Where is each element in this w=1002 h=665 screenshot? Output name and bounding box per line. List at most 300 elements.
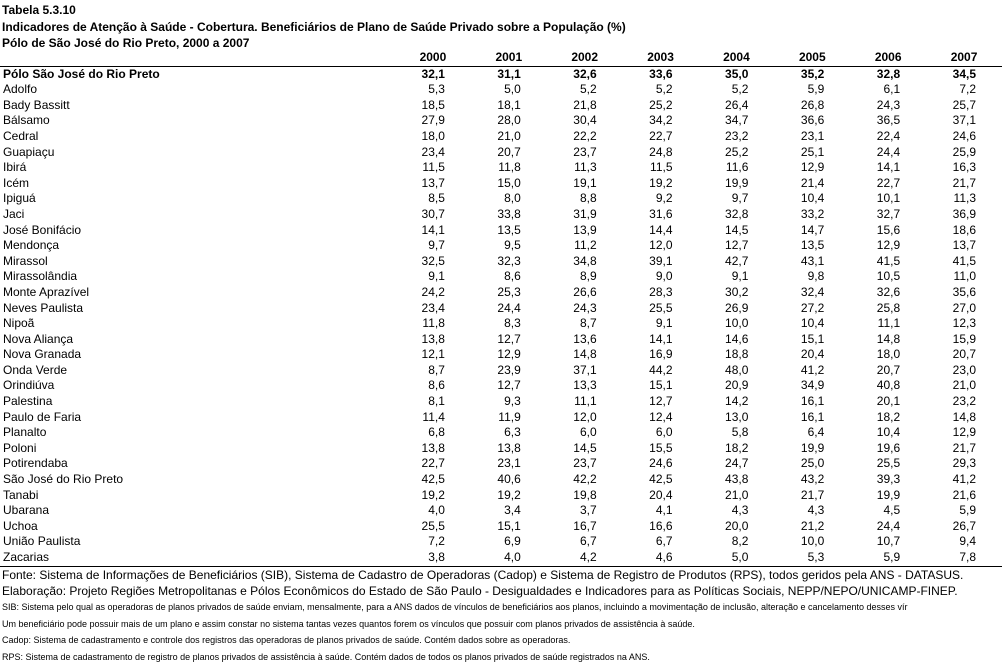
cell-value: 22,2 xyxy=(573,128,597,143)
table-row xyxy=(0,519,1002,535)
cell-value: 29,3 xyxy=(952,456,976,471)
table-row xyxy=(0,472,1002,488)
cell-value: 14,5 xyxy=(725,222,749,237)
footnotes xyxy=(2,567,1002,665)
cell-value: 12,0 xyxy=(649,238,673,253)
cell-value: 26,4 xyxy=(725,97,749,112)
cell-value: 30,4 xyxy=(573,113,597,128)
cell-value: 13,8 xyxy=(421,331,445,346)
cell-value: 25,9 xyxy=(952,144,976,159)
cell-value: 20,0 xyxy=(725,518,749,533)
cell-value: 25,7 xyxy=(952,97,976,112)
cell-value: 44,2 xyxy=(649,362,673,377)
cell-value: 21,6 xyxy=(952,487,976,502)
cell-value: 15,1 xyxy=(649,378,673,393)
cell-value: 30,7 xyxy=(421,206,445,221)
cell-value: 41,5 xyxy=(876,253,901,268)
cell-value: 34,5 xyxy=(952,66,976,81)
cell-value: 14,2 xyxy=(725,394,749,409)
cell-value: 21,7 xyxy=(952,175,976,190)
cell-value: 23,7 xyxy=(573,456,597,471)
cell-value: 24,6 xyxy=(649,456,673,471)
cell-value: 4,0 xyxy=(471,550,547,566)
cell-value: 18,2 xyxy=(876,409,901,424)
cell-value: 42,7 xyxy=(725,253,749,268)
table-row xyxy=(0,534,1002,550)
cell-value: 16,1 xyxy=(800,409,825,424)
cell-value: 19,2 xyxy=(649,175,673,190)
table-row xyxy=(0,394,1002,410)
table-row xyxy=(0,456,1002,472)
cell-value: 43,2 xyxy=(800,472,825,487)
cell-value: 4,0 xyxy=(428,503,445,518)
cell-value: 21,4 xyxy=(800,175,825,190)
cell-value: 14,8 xyxy=(952,409,976,424)
cell-value: 5,0 xyxy=(699,550,775,566)
cell-value: 32,7 xyxy=(876,206,901,221)
cell-value: 14,8 xyxy=(876,331,901,346)
cell-value: 6,3 xyxy=(504,425,521,440)
cell-value: 14,4 xyxy=(649,222,673,237)
row-name: Mirassolândia xyxy=(3,269,78,284)
row-name: São José do Rio Preto xyxy=(3,472,124,487)
cell-value: 10,1 xyxy=(876,191,901,206)
cell-value: 27,9 xyxy=(421,113,445,128)
cell-value: 13,0 xyxy=(725,409,749,424)
cell-value: 14,8 xyxy=(573,347,597,362)
table-row xyxy=(0,223,1002,239)
cell-value: 26,7 xyxy=(952,518,976,533)
cell-value: 35,0 xyxy=(725,66,749,81)
cell-value: 11,5 xyxy=(650,160,673,175)
table-body xyxy=(0,66,1002,566)
cell-value: 5,3 xyxy=(428,82,445,97)
table-row xyxy=(0,378,1002,394)
cell-value: 24,6 xyxy=(952,128,976,143)
table-row xyxy=(0,238,1002,254)
table-row xyxy=(0,113,1002,129)
cell-value: 19,8 xyxy=(573,487,597,502)
row-name: Planalto xyxy=(3,425,47,440)
cell-value: 19,1 xyxy=(573,175,597,190)
cell-value: 41,2 xyxy=(952,472,976,487)
header-year: 2001 xyxy=(471,50,547,66)
cell-value: 20,9 xyxy=(725,378,749,393)
cell-value: 23,1 xyxy=(800,128,825,143)
header-year: 2004 xyxy=(699,50,775,66)
cell-value: 8,0 xyxy=(504,191,521,206)
row-name: Monte Aprazível xyxy=(3,284,90,299)
cell-value: 25,3 xyxy=(497,284,521,299)
cell-value: 4,2 xyxy=(547,550,623,566)
table-row xyxy=(0,363,1002,379)
cell-value: 13,5 xyxy=(497,222,521,237)
cell-value: 9,1 xyxy=(731,269,749,284)
cell-value: 26,8 xyxy=(800,97,825,112)
cell-value: 9,4 xyxy=(959,534,976,549)
row-name: Poloni xyxy=(3,440,37,455)
table-title: Indicadores de Atenção à Saúde - Cobertura. Beneficiários de Plano de Saúde Privado sobre a População (%) xyxy=(2,20,626,34)
row-name: Nipoã xyxy=(3,316,35,331)
cell-value: 16,3 xyxy=(952,160,976,175)
cell-value: 34,7 xyxy=(725,113,749,128)
header-year: 2007 xyxy=(926,50,1002,66)
cell-value: 4,3 xyxy=(731,503,749,518)
cell-value: 12,3 xyxy=(952,316,976,331)
cell-value: 19,2 xyxy=(421,487,445,502)
table-row xyxy=(0,332,1002,348)
header-year: 2000 xyxy=(395,50,471,66)
table-row xyxy=(0,207,1002,223)
row-name: União Paulista xyxy=(3,534,81,549)
cell-value: 32,6 xyxy=(573,66,597,81)
cell-value: 8,6 xyxy=(504,269,521,284)
cell-value: 14,5 xyxy=(573,440,597,455)
cell-value: 5,2 xyxy=(731,82,749,97)
cell-value: 19,2 xyxy=(497,487,521,502)
cell-value: 42,2 xyxy=(573,472,597,487)
cell-value: 21,0 xyxy=(497,128,521,143)
cell-value: 14,1 xyxy=(876,160,901,175)
cell-value: 25,2 xyxy=(649,97,673,112)
cell-value: 20,1 xyxy=(876,394,901,409)
cell-value: 5,8 xyxy=(731,425,749,440)
cell-value: 28,3 xyxy=(649,284,673,299)
cell-value: 6,1 xyxy=(883,82,901,97)
table-row xyxy=(0,66,1002,82)
cell-value: 40,8 xyxy=(876,378,901,393)
header-corner xyxy=(0,50,395,66)
header-year: 2002 xyxy=(547,50,623,66)
cell-value: 11,1 xyxy=(877,316,901,331)
table-row xyxy=(0,550,1002,566)
elaboration-note: Elaboração: Projeto Regiões Metropolitanas e Pólos Econômicos do Estado de São Paulo - Desigualdades e Indicadores para as Políticas Sociais, NEPP/NEPO/UNICAMP-FINEP. xyxy=(2,584,958,598)
cell-value: 42,5 xyxy=(421,472,445,487)
table-row xyxy=(0,176,1002,192)
cell-value: 20,7 xyxy=(876,362,901,377)
cell-value: 13,7 xyxy=(421,175,445,190)
cell-value: 6,9 xyxy=(504,534,521,549)
header-year: 2006 xyxy=(850,50,926,66)
cell-value: 33,6 xyxy=(649,66,673,81)
cell-value: 10,4 xyxy=(800,316,825,331)
cell-value: 22,4 xyxy=(876,128,901,143)
cell-value: 21,7 xyxy=(800,487,825,502)
table-row xyxy=(0,503,1002,519)
cell-value: 27,2 xyxy=(800,300,825,315)
cell-value: 34,2 xyxy=(649,113,673,128)
cell-value: 18,5 xyxy=(421,97,445,112)
cell-value: 12,1 xyxy=(421,347,445,362)
cell-value: 43,1 xyxy=(800,253,825,268)
cell-value: 20,4 xyxy=(649,487,673,502)
cell-value: 5,9 xyxy=(807,82,825,97)
cell-value: 11,3 xyxy=(953,191,976,206)
cell-value: 19,6 xyxy=(876,440,901,455)
cell-value: 16,9 xyxy=(649,347,673,362)
row-name: Onda Verde xyxy=(3,362,68,377)
cell-value: 6,7 xyxy=(579,534,597,549)
cell-value: 6,8 xyxy=(428,425,445,440)
cell-value: 13,9 xyxy=(573,222,597,237)
cell-value: 11,6 xyxy=(725,160,749,175)
table-row xyxy=(0,145,1002,161)
cell-value: 9,2 xyxy=(655,191,673,206)
cell-value: 5,2 xyxy=(579,82,597,97)
table-row xyxy=(0,98,1002,114)
cell-value: 23,7 xyxy=(573,144,597,159)
cell-value: 21,8 xyxy=(573,97,597,112)
beneficiary-note: Um beneficiário pode possuir mais de um plano e assim constar no sistema tantas vezes quantos forem os vínculos que possuir com planos privados de assistência à saúde. xyxy=(2,618,695,629)
cell-value: 24,2 xyxy=(421,284,445,299)
cell-value: 21,0 xyxy=(952,378,976,393)
cell-value: 12,9 xyxy=(952,425,976,440)
row-name: Palestina xyxy=(3,394,53,409)
cell-value: 14,1 xyxy=(649,331,673,346)
cell-value: 39,3 xyxy=(876,472,901,487)
cell-value: 16,6 xyxy=(649,518,673,533)
source-note: Fonte: Sistema de Informações de Beneficiários (SIB), Sistema de Cadastro de Operadoras (Cadop) e Sistema de Registro de Produtos (RPS), todos geridos pela ANS - DATASUS. xyxy=(2,568,964,582)
cell-value: 43,8 xyxy=(725,472,749,487)
cell-value: 12,7 xyxy=(649,394,673,409)
cell-value: 24,4 xyxy=(876,518,901,533)
cell-value: 33,8 xyxy=(497,206,521,221)
table-row xyxy=(0,488,1002,504)
table-row xyxy=(0,254,1002,270)
cell-value: 5,9 xyxy=(850,550,926,566)
cell-value: 9,7 xyxy=(428,238,445,253)
cell-value: 8,6 xyxy=(428,378,445,393)
cell-value: 14,1 xyxy=(421,222,445,237)
cell-value: 42,5 xyxy=(649,472,673,487)
header-row xyxy=(0,50,1002,66)
cell-value: 23,4 xyxy=(421,144,445,159)
cell-value: 12,7 xyxy=(497,378,521,393)
cell-value: 8,9 xyxy=(579,269,597,284)
cell-value: 36,6 xyxy=(800,113,825,128)
cell-value: 23,0 xyxy=(952,362,976,377)
cell-value: 32,3 xyxy=(497,253,521,268)
table-row xyxy=(0,347,1002,363)
cell-value: 11,9 xyxy=(498,409,521,424)
cell-value: 33,2 xyxy=(800,206,825,221)
row-name: Ubarana xyxy=(3,503,50,518)
cell-value: 8,8 xyxy=(579,191,597,206)
cell-value: 13,8 xyxy=(421,440,445,455)
cell-value: 15,1 xyxy=(800,331,825,346)
cell-value: 40,6 xyxy=(497,472,521,487)
row-name: Nova Granada xyxy=(3,347,82,362)
cadop-note: Cadop: Sistema de cadastramento e controle dos registros das operadoras de planos privados de saúde. Contém dados sobre as operadoras. xyxy=(2,635,571,645)
table-row xyxy=(0,82,1002,98)
cell-value: 21,0 xyxy=(725,487,749,502)
cell-value: 13,8 xyxy=(497,440,521,455)
table-subtitle: Pólo de São José do Rio Preto, 2000 a 2007 xyxy=(2,36,250,50)
cell-value: 13,3 xyxy=(573,378,597,393)
cell-value: 8,5 xyxy=(428,191,445,206)
cell-value: 34,9 xyxy=(800,378,825,393)
header-year: 2005 xyxy=(774,50,850,66)
cell-value: 6,7 xyxy=(655,534,673,549)
cell-value: 35,6 xyxy=(952,284,976,299)
cell-value: 10,7 xyxy=(876,534,901,549)
row-name: Bady Bassitt xyxy=(3,97,70,112)
cell-value: 3,4 xyxy=(504,503,521,518)
cell-value: 6,0 xyxy=(655,425,673,440)
cell-value: 19,9 xyxy=(876,487,901,502)
cell-value: 20,7 xyxy=(952,347,976,362)
cell-value: 23,9 xyxy=(497,362,521,377)
cell-value: 11,1 xyxy=(574,394,597,409)
cell-value: 11,0 xyxy=(953,269,976,284)
cell-value: 37,1 xyxy=(952,113,976,128)
row-name: Adolfo xyxy=(3,82,38,97)
cell-value: 48,0 xyxy=(725,362,749,377)
cell-value: 8,1 xyxy=(428,394,445,409)
cell-value: 9,7 xyxy=(731,191,749,206)
sib-note: SIB: Sistema pelo qual as operadoras de planos privados de saúde enviam, mensalmente, para a ANS dados de vínculos de beneficiários aos planos, incluindo a movimentação de inclusão, alteração e cancelamento desses vír xyxy=(2,602,908,612)
cell-value: 4,5 xyxy=(883,503,901,518)
cell-value: 7,8 xyxy=(926,550,1002,566)
table-row xyxy=(0,425,1002,441)
row-name: Icém xyxy=(3,175,30,190)
cell-value: 22,7 xyxy=(649,128,673,143)
cell-value: 11,5 xyxy=(422,160,445,175)
cell-value: 34,8 xyxy=(573,253,597,268)
cell-value: 24,8 xyxy=(649,144,673,159)
cell-value: 8,7 xyxy=(428,362,445,377)
cell-value: 10,0 xyxy=(800,534,825,549)
cell-value: 18,8 xyxy=(725,347,749,362)
cell-value: 11,8 xyxy=(422,316,445,331)
row-name: Cedral xyxy=(3,128,39,143)
cell-value: 32,8 xyxy=(725,206,749,221)
cell-value: 5,2 xyxy=(655,82,673,97)
cell-value: 25,0 xyxy=(800,456,825,471)
cell-value: 18,6 xyxy=(952,222,976,237)
cell-value: 9,1 xyxy=(655,316,673,331)
cell-value: 4,3 xyxy=(807,503,825,518)
table-row xyxy=(0,316,1002,332)
cell-value: 8,2 xyxy=(731,534,749,549)
cell-value: 18,0 xyxy=(421,128,445,143)
cell-value: 22,7 xyxy=(876,175,901,190)
cell-value: 9,5 xyxy=(504,238,521,253)
row-name: Zacarias xyxy=(0,550,395,566)
cell-value: 26,6 xyxy=(573,284,597,299)
row-name: José Bonifácio xyxy=(3,222,82,237)
cell-value: 41,2 xyxy=(800,362,825,377)
row-name: Orindiúva xyxy=(3,378,55,393)
cell-value: 12,0 xyxy=(573,409,597,424)
cell-value: 20,4 xyxy=(800,347,825,362)
table-row xyxy=(0,160,1002,176)
cell-value: 36,9 xyxy=(952,206,976,221)
cell-value: 12,9 xyxy=(497,347,521,362)
cell-value: 28,0 xyxy=(497,113,521,128)
cell-value: 32,8 xyxy=(876,66,901,81)
row-name: Mendonça xyxy=(3,238,60,253)
cell-value: 12,7 xyxy=(725,238,749,253)
cell-value: 36,5 xyxy=(876,113,901,128)
cell-value: 11,2 xyxy=(574,238,597,253)
cell-value: 6,4 xyxy=(807,425,825,440)
cell-value: 3,7 xyxy=(579,503,597,518)
row-name: Nova Aliança xyxy=(3,331,74,346)
cell-value: 23,4 xyxy=(421,300,445,315)
cell-value: 19,9 xyxy=(800,440,825,455)
cell-value: 12,9 xyxy=(800,160,825,175)
cell-value: 10,4 xyxy=(800,191,825,206)
cell-value: 31,1 xyxy=(497,66,521,81)
cell-value: 41,5 xyxy=(952,253,976,268)
row-name: Jaci xyxy=(3,206,25,221)
cell-value: 27,0 xyxy=(952,300,976,315)
table-row xyxy=(0,301,1002,317)
table-row xyxy=(0,441,1002,457)
cell-value: 32,4 xyxy=(800,284,825,299)
cell-value: 12,9 xyxy=(876,238,901,253)
table-row xyxy=(0,269,1002,285)
cell-value: 3,8 xyxy=(395,550,471,566)
cell-value: 32,5 xyxy=(421,253,445,268)
row-name: Ibirá xyxy=(3,160,27,175)
cell-value: 14,6 xyxy=(725,331,749,346)
cell-value: 35,2 xyxy=(800,66,825,81)
cell-value: 14,7 xyxy=(800,222,825,237)
cell-value: 25,5 xyxy=(876,456,901,471)
cell-value: 12,7 xyxy=(497,331,521,346)
cell-value: 5,3 xyxy=(774,550,850,566)
coverage-table xyxy=(0,50,1002,567)
row-name: Ipiguá xyxy=(3,191,36,206)
row-name: Tanabi xyxy=(3,487,39,502)
table-row xyxy=(0,410,1002,426)
cell-value: 7,2 xyxy=(428,534,445,549)
cell-value: 13,7 xyxy=(952,238,976,253)
cell-value: 10,4 xyxy=(876,425,901,440)
cell-value: 9,8 xyxy=(807,269,825,284)
cell-value: 30,2 xyxy=(725,284,749,299)
cell-value: 39,1 xyxy=(649,253,673,268)
cell-value: 25,5 xyxy=(421,518,445,533)
row-name: Bálsamo xyxy=(3,113,50,128)
cell-value: 4,1 xyxy=(655,503,673,518)
cell-value: 9,1 xyxy=(428,269,445,284)
cell-value: 25,2 xyxy=(725,144,749,159)
cell-value: 25,1 xyxy=(800,144,825,159)
cell-value: 5,0 xyxy=(504,82,521,97)
cell-value: 37,1 xyxy=(573,362,597,377)
cell-value: 18,2 xyxy=(725,440,749,455)
cell-value: 15,9 xyxy=(952,331,976,346)
cell-value: 18,1 xyxy=(497,97,521,112)
cell-value: 5,9 xyxy=(959,503,976,518)
cell-value: 9,3 xyxy=(504,394,521,409)
cell-value: 11,4 xyxy=(422,409,445,424)
cell-value: 13,6 xyxy=(573,331,597,346)
cell-value: 4,6 xyxy=(623,550,699,566)
header-year: 2003 xyxy=(623,50,699,66)
cell-value: 25,8 xyxy=(876,300,901,315)
cell-value: 16,7 xyxy=(573,518,597,533)
cell-value: 15,5 xyxy=(649,440,673,455)
cell-value: 26,9 xyxy=(725,300,749,315)
row-name: Mirassol xyxy=(3,253,48,268)
cell-value: 24,3 xyxy=(573,300,597,315)
cell-value: 12,4 xyxy=(649,409,673,424)
cell-value: 25,5 xyxy=(649,300,673,315)
